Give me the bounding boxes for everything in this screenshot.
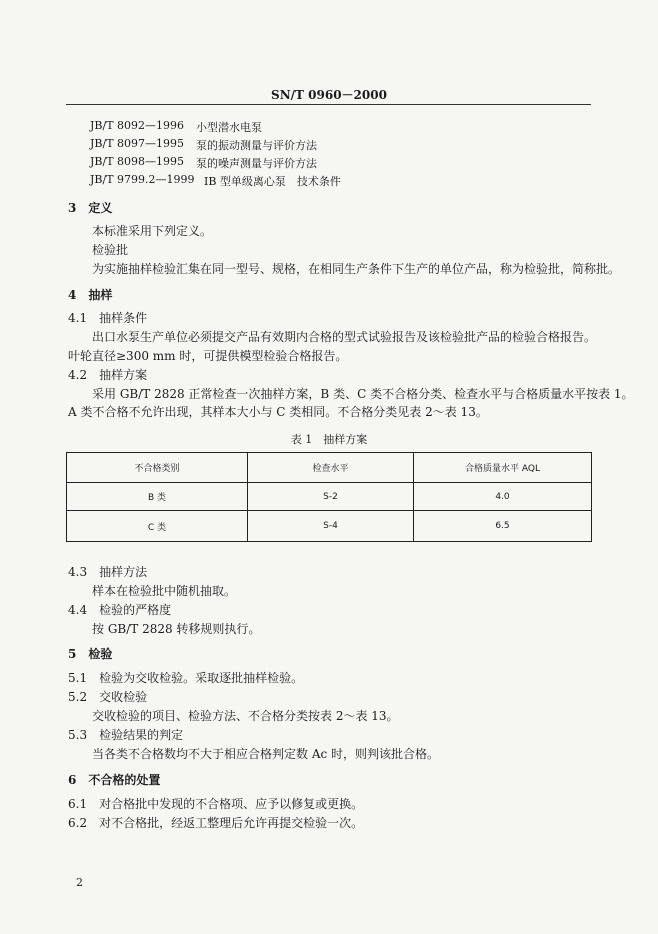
table-row: [67, 483, 592, 511]
table-header-row: [67, 453, 592, 483]
clause-4-4-heading: 4.4 检验的严格度: [68, 603, 172, 617]
clause-4-2-heading: 4.2 抽样方案: [68, 368, 148, 382]
term-inspection-lot: 检验批: [92, 243, 129, 257]
section-5-heading: 5 检验: [68, 647, 113, 661]
table-cell: C 类: [67, 511, 248, 542]
reference-code: JB/T 8092—1996: [90, 119, 185, 132]
clause-6-2: 6.2 对不合格批，经返工整理后允许再提交检验一次。: [68, 816, 364, 830]
clause-5-3-heading: 5.3 检验结果的判定: [68, 728, 184, 742]
clause-5-1: 5.1 检验为交收检验。采取逐批抽样检验。: [68, 671, 304, 685]
header-rule: [66, 104, 591, 105]
table-header-cell: 合格质量水平 AQL: [414, 453, 592, 483]
sampling-plan-table: [66, 452, 592, 542]
section-6-heading: 6 不合格的处置: [68, 773, 161, 787]
clause-4-1-text: 出口水泵生产单位必须提交产品有效期内合格的型式试验报告及该检验批产品的检验合格报告。: [92, 330, 597, 344]
reference-title: 小型潜水电泵: [196, 121, 262, 134]
clause-4-1-heading: 4.1 抽样条件: [68, 311, 148, 325]
clause-5-2-heading: 5.2 交收检验: [68, 690, 148, 704]
clause-6-1: 6.1 对合格批中发现的不合格项、应予以修复或更换。: [68, 797, 364, 811]
section-4-heading: 4 抽样: [68, 288, 113, 302]
term-definition: 为实施抽样检验汇集在同一型号、规格，在相同生产条件下生产的单位产品，称为检验批，简称批。: [92, 262, 621, 276]
clause-4-1-text: 叶轮直径≥300 mm 时，可提供模型检验合格报告。: [68, 349, 348, 363]
table-caption: 表 1 抽样方案: [290, 433, 368, 446]
reference-title: IB 型单级离心泵 技术条件: [204, 175, 341, 188]
table-header-cell: 不合格类别: [67, 453, 248, 483]
table-cell: S-4: [248, 511, 414, 542]
section-3-intro: 本标准采用下列定义。: [92, 224, 213, 238]
section-3-heading: 3 定义: [68, 201, 113, 215]
clause-4-3-text: 样本在检验批中随机抽取。: [92, 584, 237, 598]
table-cell: B 类: [67, 483, 248, 511]
table-row: [67, 511, 592, 542]
table-cell: 6.5: [414, 511, 592, 542]
table-header-cell: 检查水平: [248, 453, 414, 483]
reference-code: JB/T 8098—1995: [90, 155, 185, 168]
page-number: 2: [76, 876, 83, 889]
clause-4-2-text: 采用 GB/T 2828 正常检查一次抽样方案，B 类、C 类不合格分类、检查水平与合格质量水平按表 1。: [92, 387, 634, 401]
clause-5-3-text: 当各类不合格数均不大于相应合格判定数 Ac 时，则判该批合格。: [92, 747, 440, 761]
clause-5-2-text: 交收检验的项目、检验方法、不合格分类按表 2～表 13。: [92, 709, 399, 723]
clause-4-4-text: 按 GB/T 2828 转移规则执行。: [92, 622, 261, 636]
clause-4-2-text: A 类不合格不允许出现，其样本大小与 C 类相同。不合格分类见表 2～表 13。: [68, 405, 488, 419]
reference-title: 泵的噪声测量与评价方法: [196, 157, 317, 170]
standard-number: SN/T 0960－2000: [271, 88, 387, 102]
clause-4-3-heading: 4.3 抽样方法: [68, 565, 148, 579]
table-cell: 4.0: [414, 483, 592, 511]
reference-title: 泵的振动测量与评价方法: [196, 139, 317, 152]
reference-code: JB/T 9799.2—1999: [90, 173, 195, 186]
reference-code: JB/T 8097—1995: [90, 137, 185, 150]
table-cell: S-2: [248, 483, 414, 511]
